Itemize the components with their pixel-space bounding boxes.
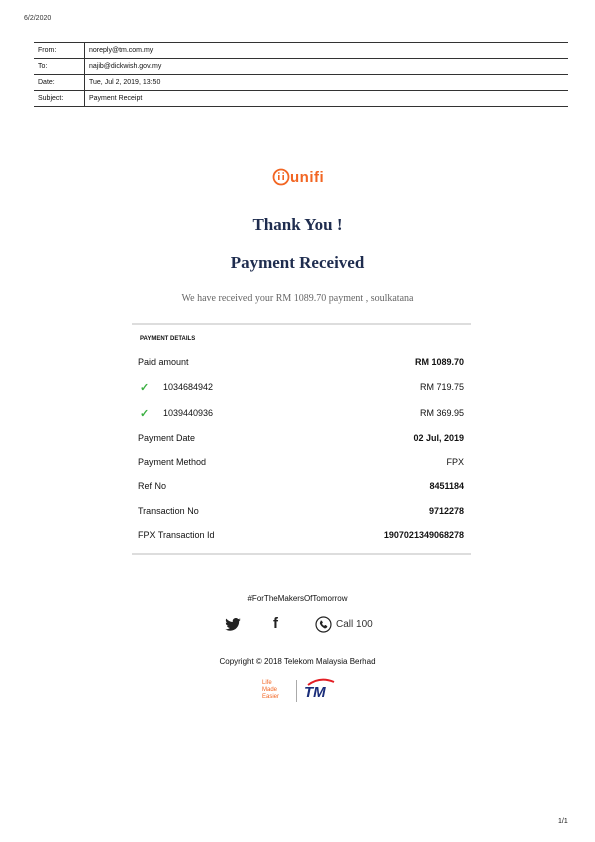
payment-row-fpx-id (138, 530, 464, 544)
slogan-line: Life (262, 680, 272, 686)
phone-icon[interactable] (315, 616, 332, 633)
header-value: najib@dickwish.gov.my (85, 59, 569, 75)
header-key: To: (34, 59, 85, 75)
social-links (223, 614, 383, 636)
row-value: FPX (446, 457, 464, 467)
unifi-logo-text: unifi (290, 168, 325, 186)
header-key: Date: (34, 75, 85, 91)
payment-row-method (138, 457, 464, 471)
row-value: 8451184 (429, 481, 464, 491)
row-label: 1039440936 (163, 408, 214, 418)
payment-received-heading: Payment Received (230, 253, 365, 272)
slogan-line: Easier (262, 694, 280, 700)
row-value: 02 Jul, 2019 (413, 433, 464, 443)
email-header-table (34, 42, 568, 107)
header-value: Payment Receipt (85, 91, 569, 107)
slogan-line: Made (262, 687, 278, 693)
payment-row-ref-no (138, 481, 464, 495)
row-label: 1034684942 (163, 382, 214, 392)
page-number: 1/1 (558, 818, 568, 825)
row-label: Payment Method (138, 457, 207, 467)
row-value: 1907021349068278 (383, 530, 464, 540)
row-label: FPX Transaction Id (138, 530, 215, 540)
hashtag: #ForTheMakersOfTomorrow (247, 594, 348, 603)
header-key: Subject: (34, 91, 85, 107)
received-subtext: We have received your RM 1089.70 payment , soulkatana (181, 293, 414, 304)
email-header-subject (34, 91, 568, 107)
payment-row-date (138, 433, 464, 447)
row-value: RM 1089.70 (414, 357, 464, 367)
email-header-date (34, 75, 568, 91)
row-label: Ref No (138, 481, 167, 491)
row-value: RM 369.95 (419, 408, 464, 418)
payment-details-title: PAYMENT DETAILS (140, 336, 196, 342)
payment-row-account-1 (138, 382, 464, 396)
header-key: From: (34, 43, 85, 59)
copyright-text: Copyright © 2018 Telekom Malaysia Berhad (219, 657, 376, 666)
row-label: Paid amount (138, 357, 189, 367)
thank-you-heading: Thank You ! (252, 215, 343, 234)
call-100-link[interactable]: Call 100 (336, 619, 373, 630)
payment-row-paid-amount (138, 357, 464, 371)
facebook-icon[interactable]: f (273, 615, 278, 632)
payment-row-transaction-no (138, 506, 464, 520)
email-header-to (34, 59, 568, 75)
email-header-from (34, 43, 568, 59)
row-value: 9712278 (428, 506, 464, 516)
logo-divider (296, 680, 297, 702)
unifi-logo (272, 168, 324, 186)
unifi-logo-mark-icon (272, 168, 290, 186)
print-date: 6/2/2020 (24, 15, 52, 22)
tm-logo (262, 678, 342, 704)
header-value: Tue, Jul 2, 2019, 13:50 (85, 75, 569, 91)
payment-row-account-2 (138, 408, 464, 422)
twitter-icon[interactable] (225, 618, 241, 631)
row-value: RM 719.75 (419, 382, 464, 392)
header-value: noreply@tm.com.my (85, 43, 569, 59)
tm-logo-text: TM (304, 684, 326, 701)
row-label: Transaction No (138, 506, 199, 516)
payment-details-box (132, 323, 471, 555)
check-icon: ✓ (140, 408, 150, 420)
row-label: Payment Date (138, 433, 196, 443)
tm-slogan (262, 680, 279, 701)
check-icon: ✓ (140, 382, 150, 394)
